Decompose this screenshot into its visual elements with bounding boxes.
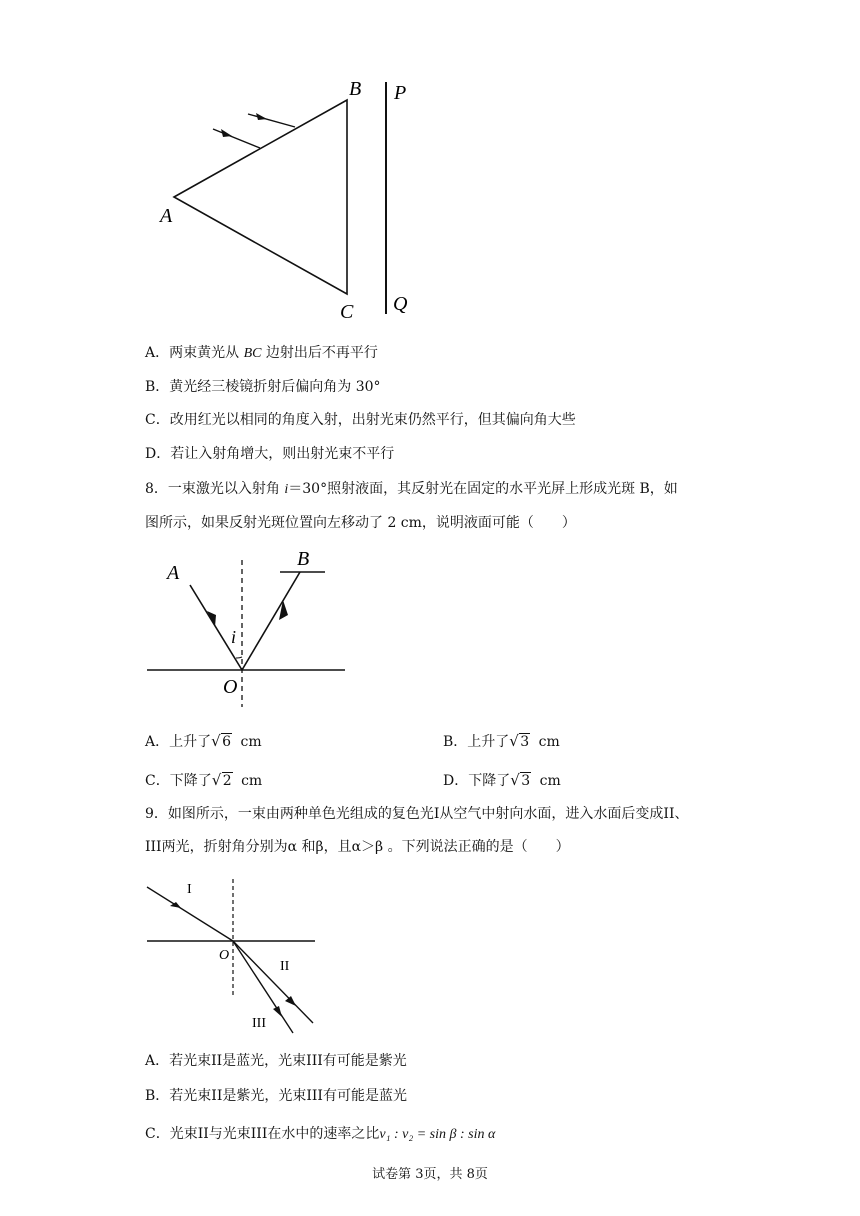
reflected-ray xyxy=(242,572,300,670)
label-o: O xyxy=(223,676,238,698)
q8-option-c-unit: cm xyxy=(241,773,263,789)
ray-2-arrow-icon xyxy=(221,129,232,137)
label-i: I xyxy=(187,882,192,897)
q7-option-a-prefix: A．两束黄光从 xyxy=(145,345,244,361)
reflected-arrow-icon xyxy=(279,600,288,620)
q8-line1 xyxy=(145,479,678,500)
q8-option-d-unit: cm xyxy=(539,773,561,789)
q8-option-a-text: A．上升了 xyxy=(145,734,212,750)
ray-1 xyxy=(248,114,295,127)
q8-option-c-radicand: 2 xyxy=(222,773,232,789)
ray-ii-arrow-icon xyxy=(285,996,296,1006)
ray-2 xyxy=(213,129,260,148)
q8-line1-suffix: ＝30°照射液面，其反射光在固定的水平光屏上形成光斑 B，如 xyxy=(288,481,678,497)
label-c: C xyxy=(340,301,354,323)
q7-option-c: C．改用红光以相同的角度入射，出射光束仍然平行，但其偏向角大些 xyxy=(145,412,576,428)
reflection-figure xyxy=(145,545,355,715)
q9-option-b: B．若光束II是紫光，光束III有可能是蓝光 xyxy=(145,1088,407,1104)
q8-option-d xyxy=(443,771,561,791)
q9-option-c-text: C．光束II与光束III在水中的速率之比 xyxy=(145,1126,380,1142)
label-b: B xyxy=(297,548,310,570)
sqrt-icon xyxy=(509,732,530,752)
q8-option-d-radicand: 3 xyxy=(521,773,531,789)
angle-arc xyxy=(236,657,242,658)
label-o: O xyxy=(219,948,230,963)
refraction-figure xyxy=(145,875,335,1040)
q7-option-d: D．若让入射角增大，则出射光束不平行 xyxy=(145,446,395,462)
q8-option-b-unit: cm xyxy=(538,734,560,750)
q8-option-a-unit: cm xyxy=(240,734,262,750)
q8-option-d-text: D．下降了 xyxy=(443,773,511,789)
q9-option-c-formula: v₁ : v₂ = sin β : sin α xyxy=(379,1127,496,1142)
label-a: A xyxy=(167,562,180,584)
q9-line2: III两光，折射角分别为α 和β，且α＞β 。下列说法正确的是（ ） xyxy=(145,839,570,855)
ray-ii xyxy=(233,941,313,1023)
q7-option-a xyxy=(145,343,378,364)
sqrt-icon xyxy=(212,771,233,791)
q9-option-c xyxy=(145,1124,495,1145)
label-ii: II xyxy=(280,959,290,974)
q8-option-b-radicand: 3 xyxy=(520,734,530,750)
sqrt-icon xyxy=(211,732,232,752)
ray-1-arrow-icon xyxy=(256,113,267,120)
q8-option-c xyxy=(145,771,262,791)
q8-option-a xyxy=(145,732,262,752)
incident-arrow-icon xyxy=(207,611,216,627)
q8-option-b-text: B．上升了 xyxy=(443,734,510,750)
q9-option-a: A．若光束II是蓝光，光束III有可能是紫光 xyxy=(145,1053,407,1069)
q8-line1-prefix: 8．一束激光以入射角 xyxy=(145,481,285,497)
q7-option-b: B．黄光经三棱镜折射后偏向角为 30° xyxy=(145,379,381,395)
ray-iii-arrow-icon xyxy=(273,1006,282,1017)
label-q: Q xyxy=(393,293,408,315)
triangle-abc xyxy=(174,100,347,294)
page-footer: 试卷第 3页，共 8页 xyxy=(372,1167,488,1182)
q8-option-c-text: C．下降了 xyxy=(145,773,212,789)
q9-line1: 9．如图所示，一束由两种单色光组成的复色光I从空气中射向水面，进入水面后变成II、 xyxy=(145,806,689,822)
label-iii: III xyxy=(252,1016,266,1031)
q8-incidence-var: i xyxy=(284,482,289,497)
q7-option-a-var: BC xyxy=(243,346,262,361)
label-a: A xyxy=(160,205,173,227)
label-b: B xyxy=(349,78,362,100)
prism-figure xyxy=(150,70,430,330)
q8-option-a-radicand: 6 xyxy=(222,734,232,750)
label-i: i xyxy=(231,627,237,647)
label-p: P xyxy=(394,82,407,104)
q7-option-a-suffix: 边射出后不再平行 xyxy=(261,345,378,361)
q8-option-b xyxy=(443,732,560,752)
sqrt-icon xyxy=(510,771,531,791)
q8-line2: 图所示，如果反射光斑位置向左移动了 2 cm，说明液面可能（ ） xyxy=(145,515,576,531)
